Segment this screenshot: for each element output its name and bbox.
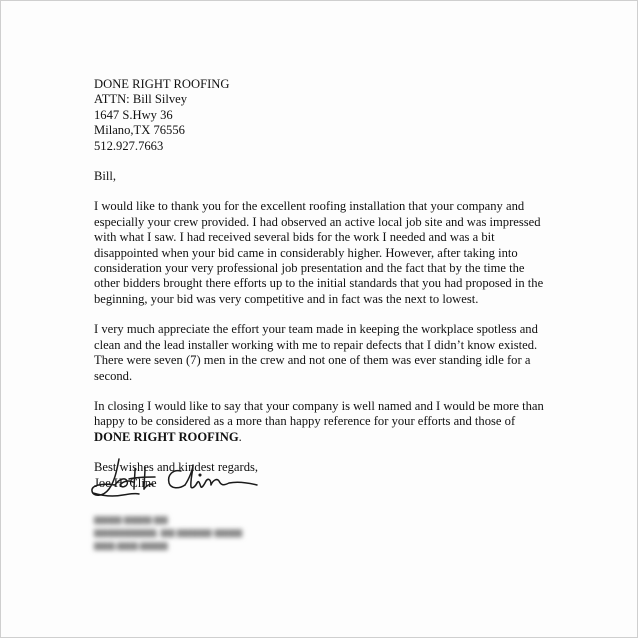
paragraph-line: clean and the lead installer working with me to repair defects that I didn’t know existed. [94,337,538,352]
paragraph-thanks [94,199,554,307]
company-name-bold: DONE RIGHT ROOFING [94,429,239,444]
paragraph-line: especially your crew provided. I had observed an active local job site and was impressed [94,214,541,229]
paragraph-appreciation [94,322,554,384]
recipient-address [94,77,554,154]
paragraph-line: happy to be considered as a more than happy reference for your efforts and those of [94,414,516,429]
signer-name: Joe H. Cline [94,475,157,490]
period: . [238,429,242,444]
paragraph-line: There were seven (7) men in the crew and not one of them was ever standing idle for a [94,353,531,368]
address-line: 512.927.7663 [94,138,164,153]
paragraph-line: beginning, your bid was very competitive and in fact was the next to lowest. [94,291,479,306]
closing: Best wishes and kindest regards, [94,460,259,475]
blurred-line: ▆▆▆.▆▆▆.▆▆▆▆ [94,540,168,550]
address-line: 1647 S.Hwy 36 [94,107,173,122]
salutation: Bill, [94,169,117,184]
paragraph-line [94,430,554,445]
paragraph-line: with what I saw. I had received several bids for the work I needed and was a bit [94,230,495,245]
handwritten-signature [89,455,259,515]
paragraph-line: consideration your very professional job presentation and the fact that by the time the [94,261,525,276]
blurred-signer-address [94,513,242,552]
paragraph-line: In closing I would like to say that your company is well named and I would be more than [94,398,544,413]
blurred-line: ▆▆▆▆ ▆▆▆▆ ▆▆ [94,514,168,524]
address-line: DONE RIGHT ROOFING [94,77,230,91]
address-line: ATTN: Bill Silvey [94,92,188,107]
paragraph-line: other bidders brought there efforts up to the initial standards that you had proposed in the [94,276,544,291]
paragraph-line: second. [94,368,133,383]
letter-body [94,77,554,491]
paragraph-closing [94,399,554,445]
paragraph-line: I would like to thank you for the excellent roofing installation that your company and [94,199,525,214]
blurred-line: ▆▆▆▆▆▆▆▆▆, ▆▆ ▆▆▆▆▆-▆▆▆▆ [94,527,243,537]
paragraph-line: disappointed when your bid came in considerably higher. However, after taking into [94,245,518,260]
address-line: Milano,TX 76556 [94,123,185,138]
paragraph-line: I very much appreciate the effort your team made in keeping the workplace spotless and [94,322,538,337]
